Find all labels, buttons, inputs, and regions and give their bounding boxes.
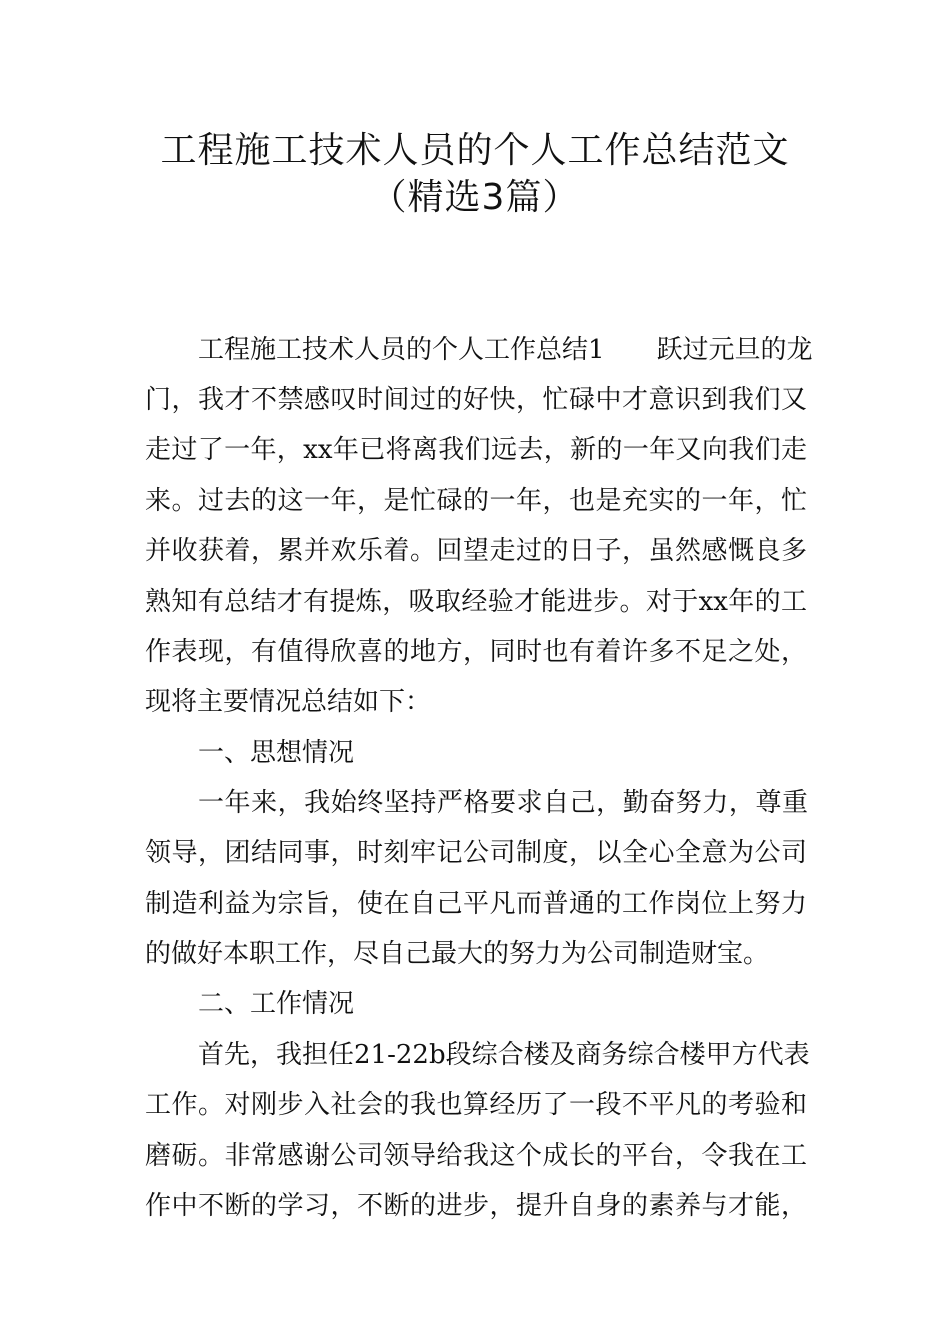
body-line-text: 制造利益为宗旨，使在自己平凡而普通的工作岗位上努力 [145,889,807,919]
body-line-12 [145,941,769,967]
section-heading-text: 一、思想情况 [198,738,355,768]
body-line-15 [145,1143,807,1169]
body-line-text: 工程施工技术人员的个人工作总结1 跃过元旦的龙 [198,335,813,365]
body-line-text: 并收获着，累并欢乐着。回望走过的日子，虽然感慨良多 [145,536,807,566]
section-heading-2 [198,991,354,1017]
body-line-text: 一年来，我始终坚持严格要求自己，勤奋努力，尊重 [198,788,808,818]
body-line-5 [145,538,807,564]
body-line-7 [145,639,807,665]
body-line-13 [198,1042,808,1068]
body-line-text: 走过了一年，xx年已将离我们远去，新的一年又向我们走 [145,435,807,465]
body-line-6 [145,589,807,615]
section-heading-1 [198,740,354,766]
body-line-text: 领导，团结同事，时刻牢记公司制度，以全心全意为公司 [145,838,807,868]
body-line-14 [145,1092,807,1118]
document-subtitle: （精选3篇） [370,177,580,218]
body-line-1 [198,335,813,365]
section-heading-text: 二、工作情况 [198,989,355,1019]
body-line-2 [145,387,807,413]
body-line-16 [145,1193,807,1219]
body-line-text: 作中不断的学习，不断的进步，提升自身的素养与才能， [145,1191,807,1221]
body-line-9 [198,790,808,816]
body-line-text: 门，我才不禁感叹时间过的好快，忙碌中才意识到我们又 [145,385,807,415]
body-line-text: 首先，我担任21-22b段综合楼及商务综合楼甲方代表 [198,1040,810,1070]
body-line-text: 磨砺。非常感谢公司领导给我这个成长的平台，令我在工 [145,1141,807,1171]
body-line-10 [145,840,807,866]
document-title: 工程施工技术人员的个人工作总结范文 [160,130,790,171]
body-line-text: 作表现，有值得欣喜的地方，同时也有着许多不足之处， [145,637,807,667]
body-line-text: 的做好本职工作，尽自己最大的努力为公司制造财宝。 [145,939,770,969]
body-line-text: 来。过去的这一年，是忙碌的一年，也是充实的一年，忙 [145,486,807,516]
body-line-text: 熟知有总结才有提炼，吸取经验才能进步。对于xx年的工 [145,587,807,617]
body-line-4 [145,488,807,514]
body-line-8 [145,689,431,715]
body-line-text: 现将主要情况总结如下： [145,687,432,717]
body-line-3 [145,437,807,463]
body-line-text: 工作。对刚步入社会的我也算经历了一段不平凡的考验和 [145,1090,807,1120]
body-line-11 [145,891,807,917]
